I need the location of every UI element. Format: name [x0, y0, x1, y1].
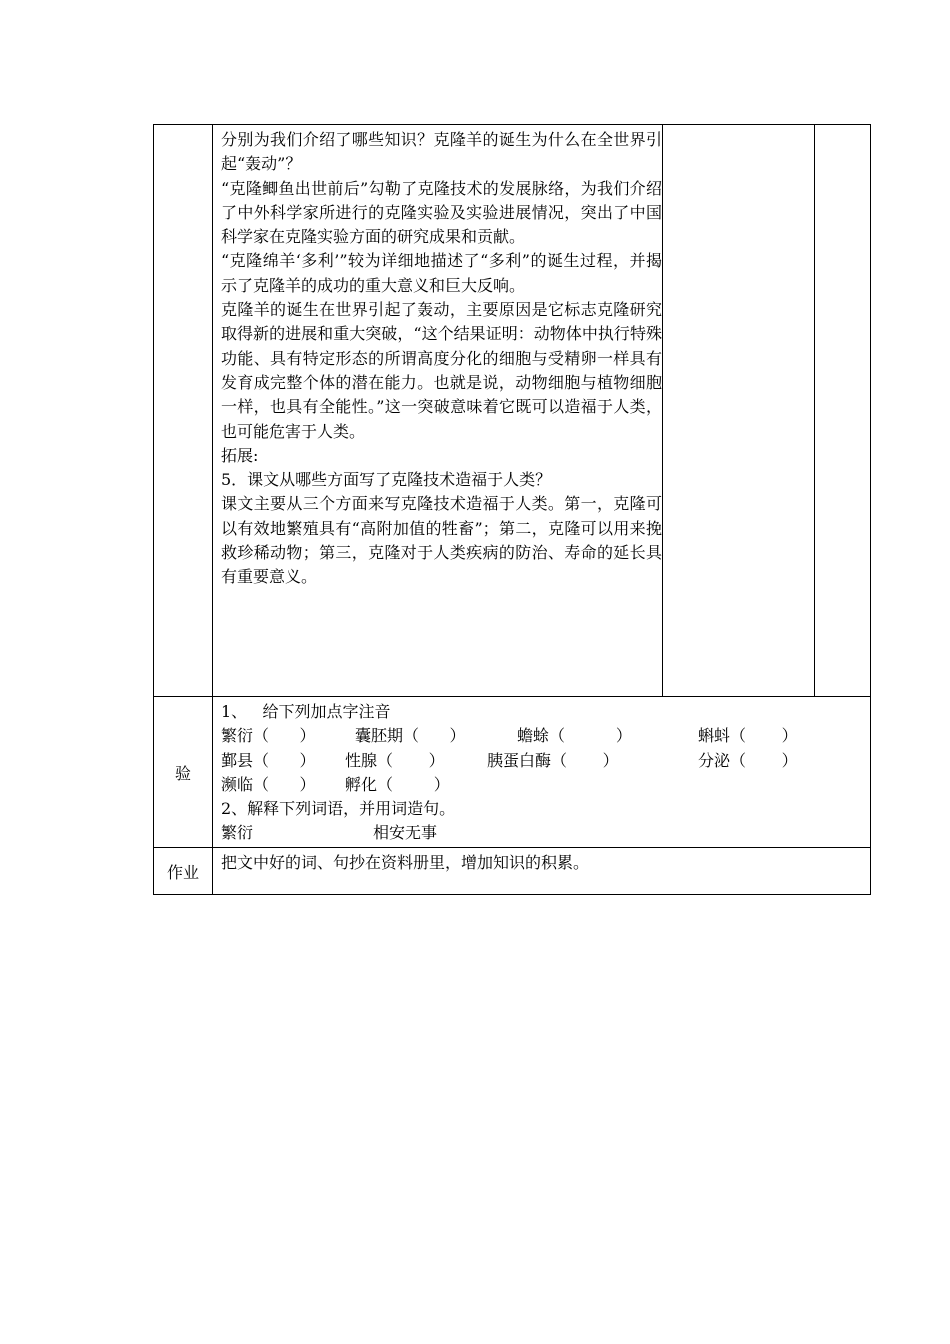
check-content-cell	[213, 697, 870, 847]
vocabulary-word: 繁衍	[221, 823, 254, 843]
paragraph-dolly: “克隆绵羊‘多利’”较为详细地描述了“多利”的诞生过程，并揭示了克隆羊的成功的重大意义和巨大反响。	[221, 251, 662, 295]
paragraph-answer-5: 课文主要从三个方面来写克隆技术造福于人类。第一，克隆可以有效地繁殖具有“高附加值的牲畜”；第二，克隆可以用来挽救珍稀动物；第三，克隆对于人类疾病的防治、寿命的延长具有重要意义。	[221, 494, 662, 587]
pinyin-line-1	[221, 724, 870, 748]
document-table	[153, 124, 871, 895]
pinyin-item: 性腺（ ）	[345, 750, 445, 770]
pinyin-item: 蟾蜍（ ）	[517, 726, 632, 746]
vocabulary-word: 相安无事	[373, 823, 438, 843]
homework-content-cell	[213, 848, 870, 894]
empty-cell-3	[663, 125, 815, 696]
table-row-content	[153, 124, 871, 697]
lesson-content-cell	[213, 125, 663, 696]
pinyin-item: 囊胚期（ ）	[355, 726, 466, 746]
paragraph-crucian-carp: “克隆鲫鱼出世前后”勾勒了克隆技术的发展脉络，为我们介绍了中外科学家所进行的克隆实验及实验进展情况，突出了中国科学家在克隆实验方面的研究成果和贡献。	[221, 178, 662, 247]
empty-cell-4	[815, 125, 870, 696]
pinyin-item: 繁衍（ ）	[221, 726, 316, 746]
paragraph-question: 分别为我们介绍了哪些知识？克隆羊的诞生为什么在全世界引起“轰动”？	[221, 130, 662, 174]
pinyin-line-3	[221, 773, 870, 797]
pinyin-item: 分泌（ ）	[698, 750, 798, 770]
pinyin-item: 蝌蚪（ ）	[698, 726, 798, 746]
pinyin-line-2	[221, 749, 870, 773]
row-label-empty	[154, 125, 213, 696]
row-label-homework: 作业	[154, 848, 213, 894]
pinyin-item: 鄞县（ ）	[221, 750, 316, 770]
paragraph-sensation: 克隆羊的诞生在世界引起了轰动，主要原因是它标志克隆研究取得新的进展和重大突破，“这个结果证明：动物体中执行特殊功能、具有特定形态的所谓高度分化的细胞与受精卵一样具有发育成完整个体的潜在能力。也就是说，动物细胞与植物细胞一样，也具有全能性。”这一突破意味着它既可以造福于人类，也可能危害于人类。	[221, 300, 662, 441]
exercise-2-heading: 2、解释下列词语，并用词造句。	[221, 799, 456, 819]
paragraph-question-5: 5．课文从哪些方面写了克隆技术造福于人类？	[221, 470, 552, 490]
table-row-check	[153, 697, 871, 848]
vocabulary-line	[221, 821, 870, 845]
table-row-homework	[153, 848, 871, 895]
exercise-1-heading: 1、 给下列加点字注音	[221, 702, 391, 721]
row-label-check: 验	[154, 697, 213, 847]
pinyin-item: 濒临（ ）	[221, 774, 316, 794]
pinyin-item: 胰蛋白酶（ ）	[487, 750, 619, 770]
paragraph-extension-heading: 拓展:	[221, 445, 259, 465]
pinyin-item: 孵化（ ）	[345, 774, 450, 794]
homework-text: 把文中好的词、句抄在资料册里，增加知识的积累。	[221, 853, 590, 872]
